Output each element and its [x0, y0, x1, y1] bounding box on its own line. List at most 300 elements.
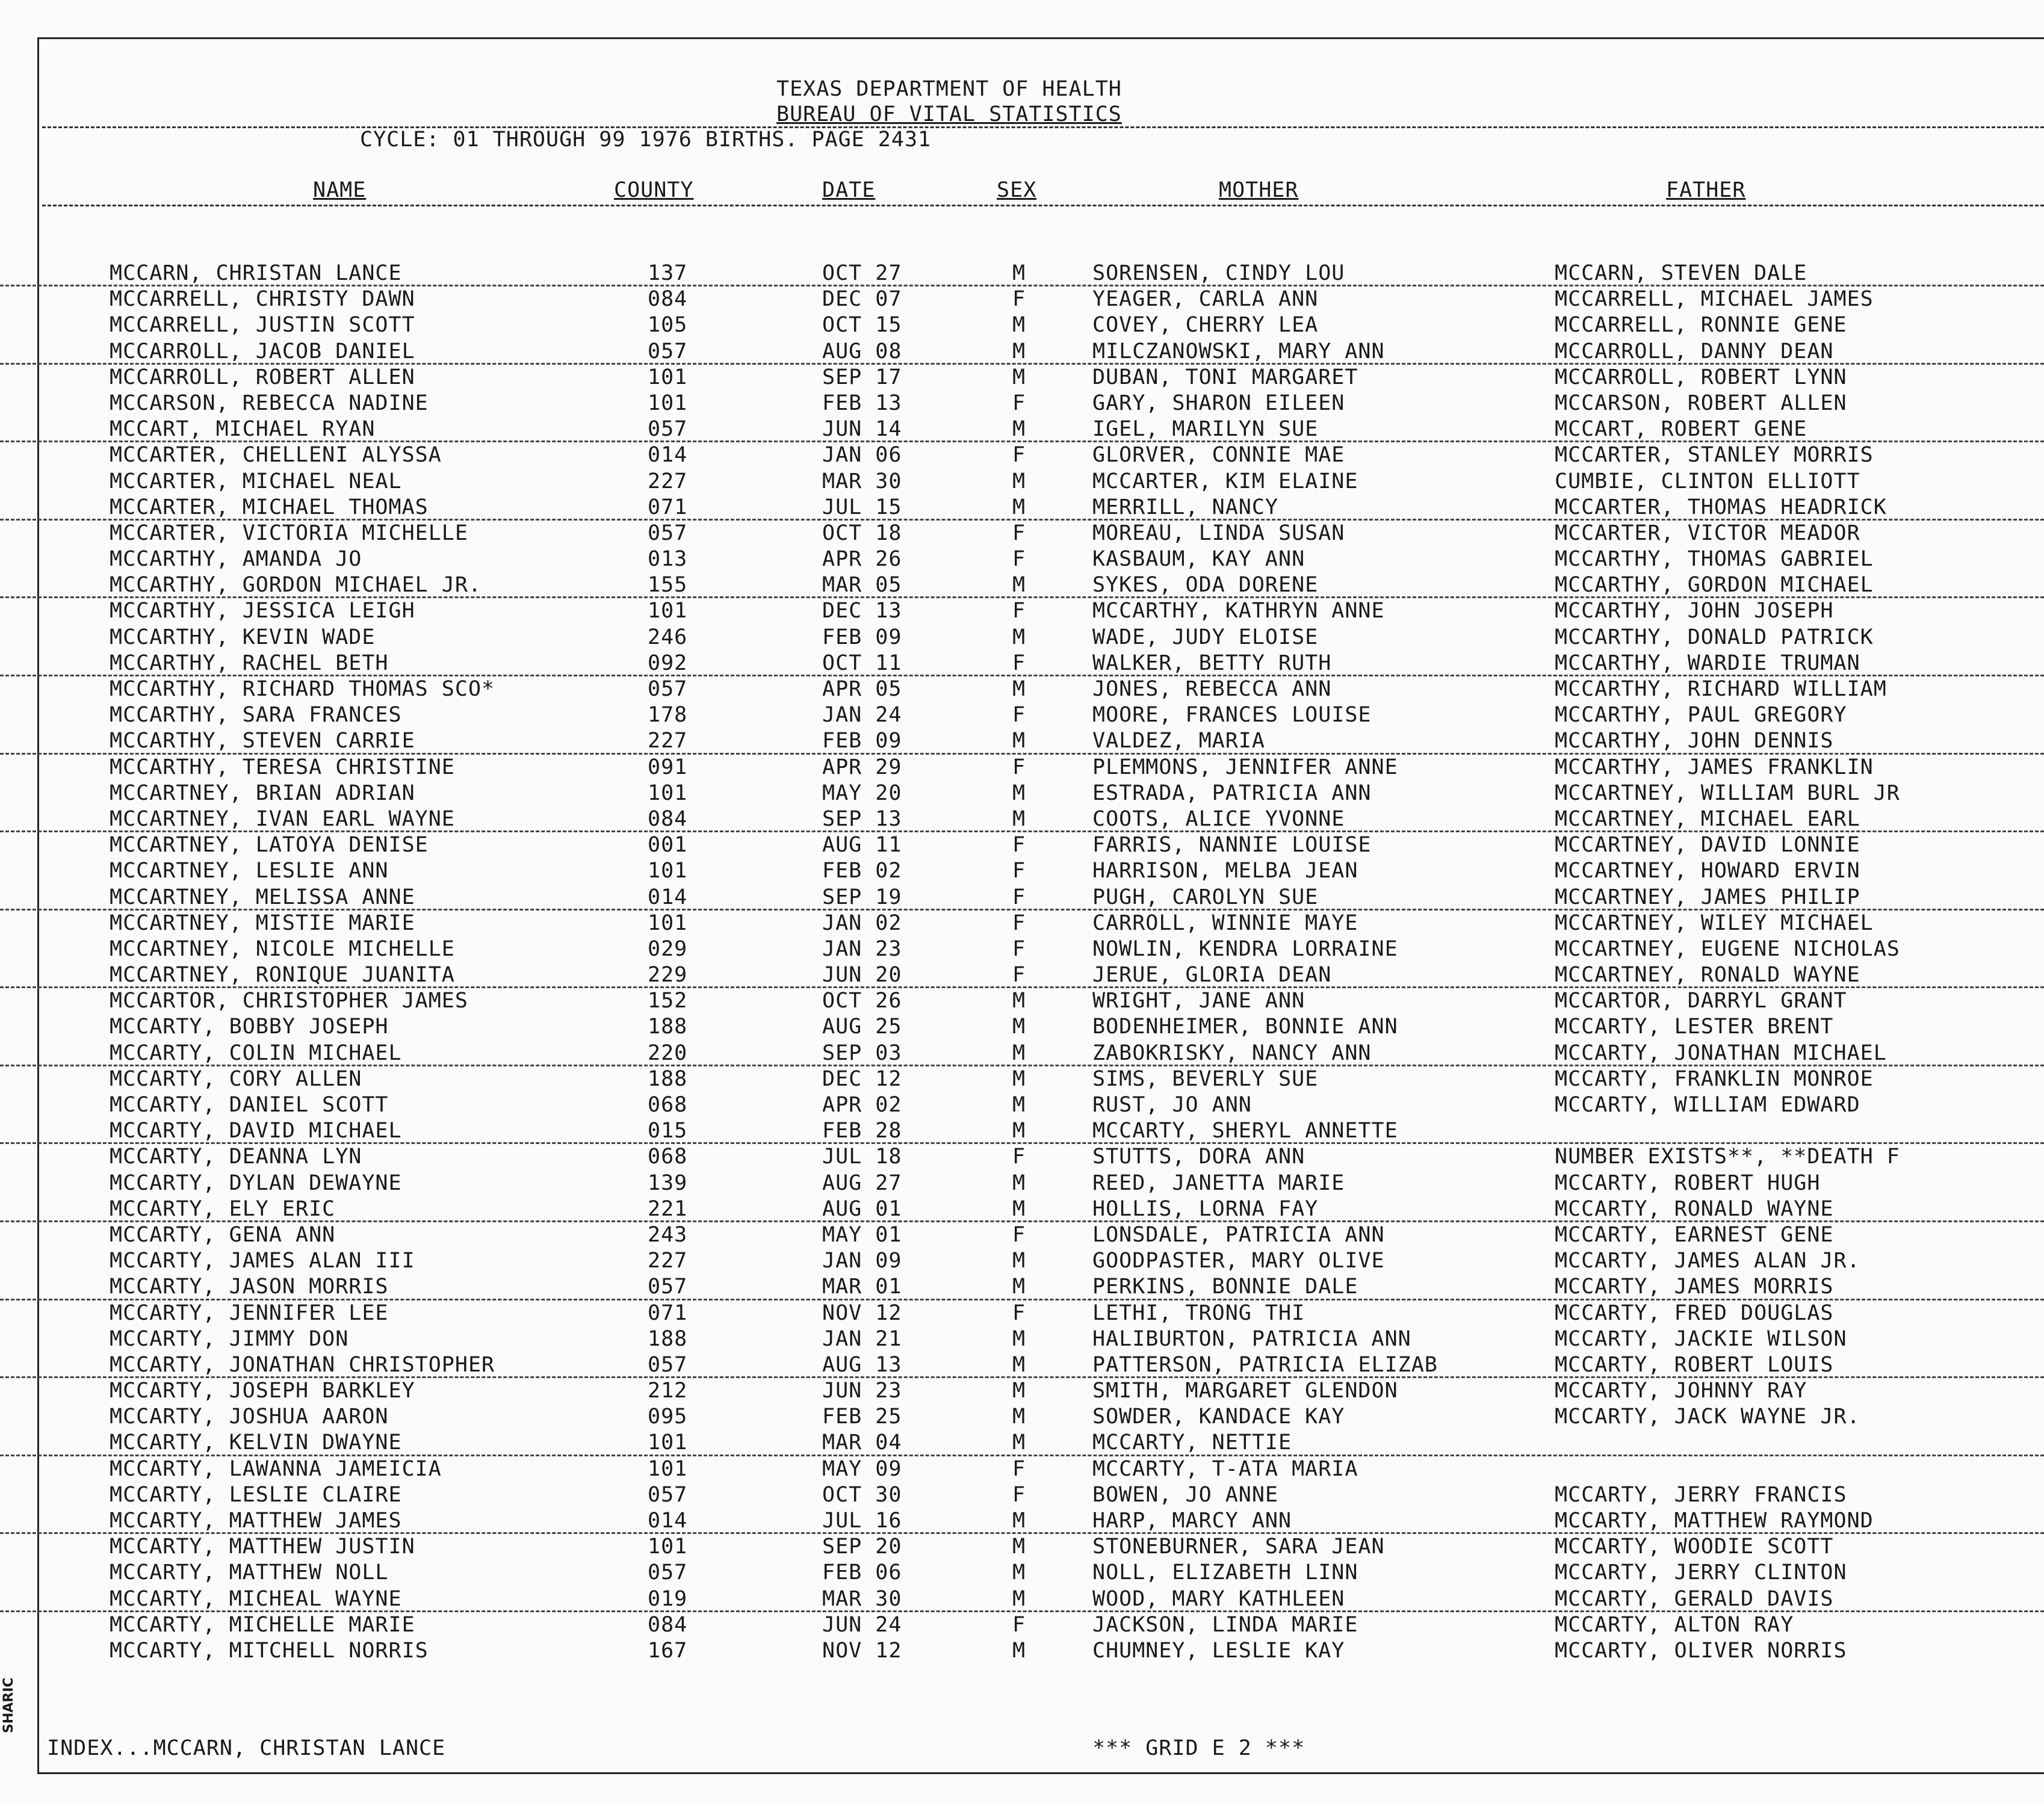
record-county: 178 [648, 703, 688, 728]
record-sex: M [1012, 1535, 1026, 1559]
record-father: MCCARTNEY, EUGENE NICHOLAS [1555, 936, 1900, 961]
record-father: MCCARTER, VICTOR MEADOR [1555, 521, 1860, 545]
record-county: 221 [648, 1196, 688, 1221]
record-sex: M [1012, 417, 1026, 442]
record-mother: MCCARTY, T-ATA MARIA [1092, 1456, 1358, 1481]
record-county: 155 [648, 573, 688, 598]
record-sex: F [1012, 755, 1026, 779]
record-date: APR 02 [822, 1093, 902, 1117]
record-father: MCCARTY, MATTHEW RAYMOND [1555, 1509, 1874, 1533]
column-header-name: NAME [313, 178, 367, 202]
record-date: JUL 15 [822, 495, 902, 519]
record-row [0, 1376, 2044, 1402]
record-name: MCCARTNEY, BRIAN ADRIAN [110, 781, 415, 805]
record-county: 057 [648, 1275, 688, 1299]
record-father: MCCARROLL, ROBERT LYNN [1555, 365, 1847, 389]
column-header-father: FATHER [1666, 178, 1746, 202]
record-row [0, 1142, 2044, 1168]
record-row [0, 519, 2044, 545]
record-date: JUN 23 [822, 1379, 902, 1403]
record-county: 101 [648, 1456, 688, 1481]
record-father: MCCARTY, WILLIAM EDWARD [1555, 1093, 1860, 1117]
record-name: MCCARTY, ELY ERIC [110, 1196, 336, 1221]
record-county: 068 [648, 1145, 688, 1169]
record-date: FEB 28 [822, 1119, 902, 1143]
record-row [0, 337, 2044, 365]
record-row [0, 1402, 2044, 1428]
record-father: MCCARTY, GERALD DAVIS [1555, 1586, 1834, 1611]
record-name: MCCARRELL, CHRISTY DAWN [110, 287, 415, 312]
record-sex: M [1012, 495, 1026, 519]
record-county: 101 [648, 859, 688, 883]
record-row [0, 1480, 2044, 1506]
record-date: DEC 12 [822, 1066, 902, 1091]
record-father: MCCARTY, FRED DOUGLAS [1555, 1300, 1834, 1325]
record-sex: F [1012, 1612, 1026, 1637]
record-date: DEC 13 [822, 599, 902, 623]
record-row [0, 1065, 2044, 1090]
record-name: MCCARTY, JAMES ALAN III [110, 1249, 415, 1273]
record-father: MCCARTER, STANLEY MORRIS [1555, 443, 1874, 468]
record-mother: WOOD, MARY KATHLEEN [1092, 1586, 1345, 1611]
record-name: MCCARTNEY, NICOLE MICHELLE [110, 936, 455, 961]
footer-index: INDEX...MCCARN, CHRISTAN LANCE [47, 1736, 446, 1760]
record-row [0, 311, 2044, 336]
record-father: MCCARTY, JACKIE WILSON [1555, 1326, 1847, 1351]
record-sex: F [1012, 443, 1026, 468]
record-sex: M [1012, 1170, 1026, 1195]
record-father: MCCARTY, JOHNNY RAY [1555, 1379, 1807, 1403]
record-sex: M [1012, 573, 1026, 598]
record-father: MCCARTHY, GORDON MICHAEL [1555, 573, 1874, 598]
record-date: JAN 21 [822, 1326, 902, 1351]
record-father: MCCART, ROBERT GENE [1555, 417, 1807, 442]
record-county: 019 [648, 1586, 688, 1611]
record-sex: F [1012, 1222, 1026, 1247]
record-county: 101 [648, 1535, 688, 1559]
record-county: 101 [648, 365, 688, 389]
record-name: MCCARRELL, JUSTIN SCOTT [110, 313, 415, 338]
record-date: MAY 01 [822, 1222, 902, 1247]
record-row [0, 1610, 2044, 1636]
record-sex: F [1012, 1300, 1026, 1325]
record-sex: F [1012, 599, 1026, 623]
record-date: JUL 18 [822, 1145, 902, 1169]
record-name: MCCARTNEY, IVAN EARL WAYNE [110, 806, 455, 831]
record-row [0, 259, 2044, 286]
record-mother: COVEY, CHERRY LEA [1092, 313, 1319, 338]
record-row [0, 909, 2044, 935]
record-father: MCCARTHY, JAMES FRANKLIN [1555, 755, 1874, 779]
record-father: MCCARTY, LESTER BRENT [1555, 1015, 1834, 1039]
record-county: 057 [648, 417, 688, 442]
record-father: MCCARTY, FRANKLIN MONROE [1555, 1066, 1874, 1091]
side-label: SHARIC [1, 1677, 16, 1733]
record-row [0, 1246, 2044, 1272]
record-sex: F [1012, 859, 1026, 883]
record-row [0, 883, 2044, 911]
record-row [0, 623, 2044, 649]
record-name: MCCARTY, MATTHEW JAMES [110, 1509, 402, 1533]
record-sex: M [1012, 1275, 1026, 1299]
record-date: MAY 09 [822, 1456, 902, 1481]
record-county: 029 [648, 936, 688, 961]
record-mother: KASBAUM, KAY ANN [1092, 547, 1305, 572]
record-mother: SYKES, ODA DORENE [1092, 573, 1319, 598]
record-name: MCCARTER, VICTORIA MICHELLE [110, 521, 468, 545]
record-sex: M [1012, 806, 1026, 831]
record-row [0, 986, 2044, 1012]
record-mother: VALDEZ, MARIA [1092, 729, 1265, 753]
record-name: MCCARTNEY, MELISSA ANNE [110, 885, 415, 909]
record-sex: M [1012, 1093, 1026, 1117]
record-county: 014 [648, 885, 688, 909]
record-date: SEP 19 [822, 885, 902, 909]
record-sex: F [1012, 1145, 1026, 1169]
record-name: MCCARTY, JASON MORRIS [110, 1275, 389, 1299]
record-county: 137 [648, 261, 688, 285]
record-mother: PLEMMONS, JENNIFER ANNE [1092, 755, 1398, 779]
record-mother: DUBAN, TONI MARGARET [1092, 365, 1358, 389]
record-county: 220 [648, 1041, 688, 1065]
column-header-mother: MOTHER [1219, 178, 1299, 202]
record-name: MCCARSON, REBECCA NADINE [110, 391, 429, 415]
record-sex: F [1012, 1482, 1026, 1507]
record-mother: SIMS, BEVERLY SUE [1092, 1066, 1319, 1091]
record-row [0, 805, 2044, 832]
record-date: JAN 23 [822, 936, 902, 961]
record-row [0, 675, 2044, 700]
record-mother: WADE, JUDY ELOISE [1092, 625, 1319, 649]
record-county: 101 [648, 781, 688, 805]
record-name: MCCARTY, MITCHELL NORRIS [110, 1638, 429, 1663]
record-father: MCCARTHY, JOHN DENNIS [1555, 729, 1834, 753]
record-mother: BODENHEIMER, BONNIE ANN [1092, 1015, 1398, 1039]
record-date: SEP 20 [822, 1535, 902, 1559]
record-sex: F [1012, 1456, 1026, 1481]
record-date: MAR 04 [822, 1430, 902, 1455]
record-mother: ZABOKRISKY, NANCY ANN [1092, 1041, 1372, 1065]
record-sex: M [1012, 1430, 1026, 1455]
record-county: 057 [648, 1560, 688, 1585]
record-mother: FARRIS, NANNIE LOUISE [1092, 833, 1372, 858]
record-name: MCCARTHY, RICHARD THOMAS SCO* [110, 677, 495, 701]
record-row [0, 830, 2044, 856]
record-mother: WALKER, BETTY RUTH [1092, 651, 1332, 675]
record-father: MCCARTER, THOMAS HEADRICK [1555, 495, 1887, 519]
record-county: 139 [648, 1170, 688, 1195]
record-name: MCCARTY, MICHELLE MARIE [110, 1612, 415, 1637]
record-name: MCCARTHY, SARA FRANCES [110, 703, 402, 728]
record-sex: M [1012, 1119, 1026, 1143]
record-mother: SORENSEN, CINDY LOU [1092, 261, 1345, 285]
record-name: MCCARTY, JONATHAN CHRISTOPHER [110, 1352, 495, 1377]
record-mother: JACKSON, LINDA MARIE [1092, 1612, 1358, 1637]
record-county: 246 [648, 625, 688, 649]
record-father: MCCARTY, EARNEST GENE [1555, 1222, 1834, 1247]
record-date: OCT 26 [822, 989, 902, 1013]
record-name: MCCARTER, CHELLENI ALYSSA [110, 443, 442, 468]
record-row [0, 935, 2044, 960]
record-date: AUG 11 [822, 833, 902, 858]
record-sex: M [1012, 1066, 1026, 1091]
record-sex: M [1012, 1509, 1026, 1533]
record-mother: PUGH, CAROLYN SUE [1092, 885, 1319, 909]
record-row [0, 856, 2044, 882]
record-mother: REED, JANETTA MARIE [1092, 1170, 1345, 1195]
record-sex: F [1012, 833, 1026, 858]
record-name: MCCARTY, DANIEL SCOTT [110, 1093, 389, 1117]
record-date: SEP 17 [822, 365, 902, 389]
record-father: MCCARTY, ALTON RAY [1555, 1612, 1794, 1637]
record-name: MCCARTY, MATTHEW NOLL [110, 1560, 389, 1585]
record-name: MCCARROLL, ROBERT ALLEN [110, 365, 415, 389]
record-name: MCCARTY, KELVIN DWAYNE [110, 1430, 402, 1455]
record-county: 014 [648, 1509, 688, 1533]
record-county: 013 [648, 547, 688, 572]
record-row [0, 1169, 2044, 1195]
record-date: FEB 06 [822, 1560, 902, 1585]
record-father: MCCARTNEY, WILEY MICHAEL [1555, 911, 1874, 935]
record-county: 015 [648, 1119, 688, 1143]
record-county: 071 [648, 495, 688, 519]
record-date: AUG 27 [822, 1170, 902, 1195]
record-date: FEB 02 [822, 859, 902, 883]
record-date: NOV 12 [822, 1300, 902, 1325]
record-county: 188 [648, 1326, 688, 1351]
record-date: FEB 13 [822, 391, 902, 415]
record-father: MCCARTY, JAMES MORRIS [1555, 1275, 1834, 1299]
record-sex: M [1012, 677, 1026, 701]
record-row [0, 415, 2044, 442]
record-name: MCCARTY, JOSEPH BARKLEY [110, 1379, 415, 1403]
record-row [0, 1220, 2044, 1246]
record-row [0, 1350, 2044, 1378]
record-father: MCCARTNEY, DAVID LONNIE [1555, 833, 1860, 858]
record-father: MCCARTNEY, HOWARD ERVIN [1555, 859, 1860, 883]
record-county: 095 [648, 1405, 688, 1429]
record-father: MCCARTNEY, MICHAEL EARL [1555, 806, 1860, 831]
record-county: 227 [648, 1249, 688, 1273]
record-name: MCCARTY, BOBBY JOSEPH [110, 1015, 389, 1039]
record-mother: ESTRADA, PATRICIA ANN [1092, 781, 1372, 805]
record-county: 229 [648, 963, 688, 988]
column-header-sex: SEX [997, 178, 1037, 202]
record-father: NUMBER EXISTS**, **DEATH F [1555, 1145, 1900, 1169]
record-county: 101 [648, 1430, 688, 1455]
record-father: MCCARTY, JAMES ALAN JR. [1555, 1249, 1860, 1273]
record-row [0, 1325, 2044, 1350]
record-sex: F [1012, 391, 1026, 415]
record-date: JAN 02 [822, 911, 902, 935]
record-date: DEC 07 [822, 287, 902, 312]
record-father: MCCARTY, OLIVER NORRIS [1555, 1638, 1847, 1663]
record-date: OCT 11 [822, 651, 902, 675]
record-mother: JERUE, GLORIA DEAN [1092, 963, 1332, 988]
record-father: MCCARSON, ROBERT ALLEN [1555, 391, 1847, 415]
record-row [0, 493, 2044, 521]
record-name: MCCARTNEY, LATOYA DENISE [110, 833, 429, 858]
record-name: MCCARTY, MICHEAL WAYNE [110, 1586, 402, 1611]
record-mother: YEAGER, CARLA ANN [1092, 287, 1319, 312]
record-row [0, 779, 2044, 805]
record-county: 057 [648, 339, 688, 363]
record-county: 014 [648, 443, 688, 468]
footer-grid: *** GRID E 2 *** [1092, 1736, 1305, 1760]
record-mother: COOTS, ALICE YVONNE [1092, 806, 1345, 831]
record-county: 084 [648, 287, 688, 312]
record-date: FEB 25 [822, 1405, 902, 1429]
record-row [0, 960, 2044, 988]
record-sex: M [1012, 365, 1026, 389]
record-mother: STUTTS, DORA ANN [1092, 1145, 1305, 1169]
record-date: MAR 05 [822, 573, 902, 598]
record-mother: HOLLIS, LORNA FAY [1092, 1196, 1319, 1221]
record-sex: F [1012, 287, 1026, 312]
record-father: MCCARN, STEVEN DALE [1555, 261, 1807, 285]
record-county: 071 [648, 1300, 688, 1325]
record-row [0, 1532, 2044, 1558]
record-name: MCCARTNEY, RONIQUE JUANITA [110, 963, 455, 988]
record-date: APR 05 [822, 677, 902, 701]
record-date: JUN 24 [822, 1612, 902, 1637]
record-mother: NOLL, ELIZABETH LINN [1092, 1560, 1358, 1585]
record-mother: SMITH, MARGARET GLENDON [1092, 1379, 1398, 1403]
header-department: TEXAS DEPARTMENT OF HEALTH [776, 77, 1122, 101]
record-mother: MCCARTER, KIM ELAINE [1092, 469, 1358, 493]
record-father: MCCARTNEY, WILLIAM BURL JR [1555, 781, 1900, 805]
record-row [0, 1455, 2044, 1480]
record-mother: MOREAU, LINDA SUSAN [1092, 521, 1345, 545]
record-father: MCCARTHY, DONALD PATRICK [1555, 625, 1874, 649]
record-father: MCCARTY, ROBERT HUGH [1555, 1170, 1821, 1195]
record-row [0, 285, 2044, 311]
record-name: MCCARTY, LAWANNA JAMEICIA [110, 1456, 442, 1481]
record-date: JAN 09 [822, 1249, 902, 1273]
record-county: 188 [648, 1066, 688, 1091]
record-father: MCCARROLL, DANNY DEAN [1555, 339, 1834, 363]
record-name: MCCARTY, MATTHEW JUSTIN [110, 1535, 415, 1559]
record-county: 188 [648, 1015, 688, 1039]
record-name: MCCARTHY, STEVEN CARRIE [110, 729, 415, 753]
record-date: MAY 20 [822, 781, 902, 805]
record-father: MCCARTY, JONATHAN MICHAEL [1555, 1041, 1887, 1065]
record-date: AUG 08 [822, 339, 902, 363]
record-date: JUN 14 [822, 417, 902, 442]
record-sex: F [1012, 885, 1026, 909]
record-name: MCCARTY, LESLIE CLAIRE [110, 1482, 402, 1507]
record-sex: F [1012, 936, 1026, 961]
record-row [0, 1012, 2044, 1038]
record-father: MCCARTY, JACK WAYNE JR. [1555, 1405, 1860, 1429]
record-sex: M [1012, 1560, 1026, 1585]
record-father: MCCARTHY, THOMAS GABRIEL [1555, 547, 1874, 572]
record-mother: LETHI, TRONG THI [1092, 1300, 1305, 1325]
record-name: MCCARTY, GENA ANN [110, 1222, 336, 1247]
record-father: MCCARTHY, PAUL GREGORY [1555, 703, 1847, 728]
record-sex: M [1012, 339, 1026, 363]
record-name: MCCARTHY, TERESA CHRISTINE [110, 755, 455, 779]
record-date: SEP 03 [822, 1041, 902, 1065]
record-county: 057 [648, 1482, 688, 1507]
record-mother: NOWLIN, KENDRA LORRAINE [1092, 936, 1398, 961]
record-date: FEB 09 [822, 729, 902, 753]
record-county: 227 [648, 729, 688, 753]
record-row [0, 1299, 2044, 1325]
record-father: CUMBIE, CLINTON ELLIOTT [1555, 469, 1860, 493]
record-name: MCCARTER, MICHAEL NEAL [110, 469, 402, 493]
record-father: MCCARTNEY, JAMES PHILIP [1555, 885, 1860, 909]
record-row [0, 1272, 2044, 1300]
record-mother: RUST, JO ANN [1092, 1093, 1252, 1117]
column-header-county: COUNTY [614, 178, 694, 202]
record-sex: F [1012, 521, 1026, 545]
record-county: 212 [648, 1379, 688, 1403]
record-mother: JONES, REBECCA ANN [1092, 677, 1332, 701]
record-father: MCCARRELL, RONNIE GENE [1555, 313, 1847, 338]
record-sex: M [1012, 781, 1026, 805]
record-row [0, 1506, 2044, 1534]
record-sex: M [1012, 1041, 1026, 1065]
record-name: MCCARTNEY, MISTIE MARIE [110, 911, 415, 935]
record-name: MCCARTY, DEANNA LYN [110, 1145, 362, 1169]
record-father: MCCARTY, WOODIE SCOTT [1555, 1535, 1834, 1559]
record-sex: M [1012, 625, 1026, 649]
record-row [0, 700, 2044, 726]
record-date: OCT 30 [822, 1482, 902, 1507]
record-mother: PATTERSON, PATRICIA ELIZAB [1092, 1352, 1438, 1377]
record-date: OCT 27 [822, 261, 902, 285]
record-date: OCT 18 [822, 521, 902, 545]
record-father: MCCARTHY, RICHARD WILLIAM [1555, 677, 1887, 701]
header-bureau: BUREAU OF VITAL STATISTICS [776, 102, 1122, 126]
record-sex: M [1012, 1326, 1026, 1351]
record-mother: LONSDALE, PATRICIA ANN [1092, 1222, 1385, 1247]
record-row [0, 571, 2044, 598]
record-row [0, 441, 2044, 466]
record-father: MCCARTOR, DARRYL GRANT [1555, 989, 1847, 1013]
record-mother: GLORVER, CONNIE MAE [1092, 443, 1345, 468]
record-sex: F [1012, 911, 1026, 935]
record-name: MCCART, MICHAEL RYAN [110, 417, 376, 442]
record-row [0, 1039, 2044, 1066]
record-date: AUG 13 [822, 1352, 902, 1377]
record-mother: MERRILL, NANCY [1092, 495, 1279, 519]
record-date: APR 26 [822, 547, 902, 572]
record-sex: M [1012, 1638, 1026, 1663]
record-row [0, 1428, 2044, 1456]
record-row [0, 363, 2044, 389]
record-father: MCCARTY, JERRY FRANCIS [1555, 1482, 1847, 1507]
record-father: MCCARTY, ROBERT LOUIS [1555, 1352, 1834, 1377]
record-date: MAR 01 [822, 1275, 902, 1299]
record-mother: MOORE, FRANCES LOUISE [1092, 703, 1372, 728]
record-father: MCCARRELL, MICHAEL JAMES [1555, 287, 1874, 312]
record-name: MCCARTHY, JESSICA LEIGH [110, 599, 415, 623]
record-mother: MCCARTY, SHERYL ANNETTE [1092, 1119, 1398, 1143]
record-mother: HARP, MARCY ANN [1092, 1509, 1292, 1533]
record-county: 057 [648, 521, 688, 545]
column-header-rule [42, 205, 2044, 206]
record-sex: M [1012, 1379, 1026, 1403]
record-row [0, 1636, 2044, 1662]
record-name: MCCARTOR, CHRISTOPHER JAMES [110, 989, 468, 1013]
record-row [0, 1558, 2044, 1584]
record-row [0, 596, 2044, 622]
record-mother: BOWEN, JO ANNE [1092, 1482, 1279, 1507]
record-sex: M [1012, 989, 1026, 1013]
record-date: FEB 09 [822, 625, 902, 649]
